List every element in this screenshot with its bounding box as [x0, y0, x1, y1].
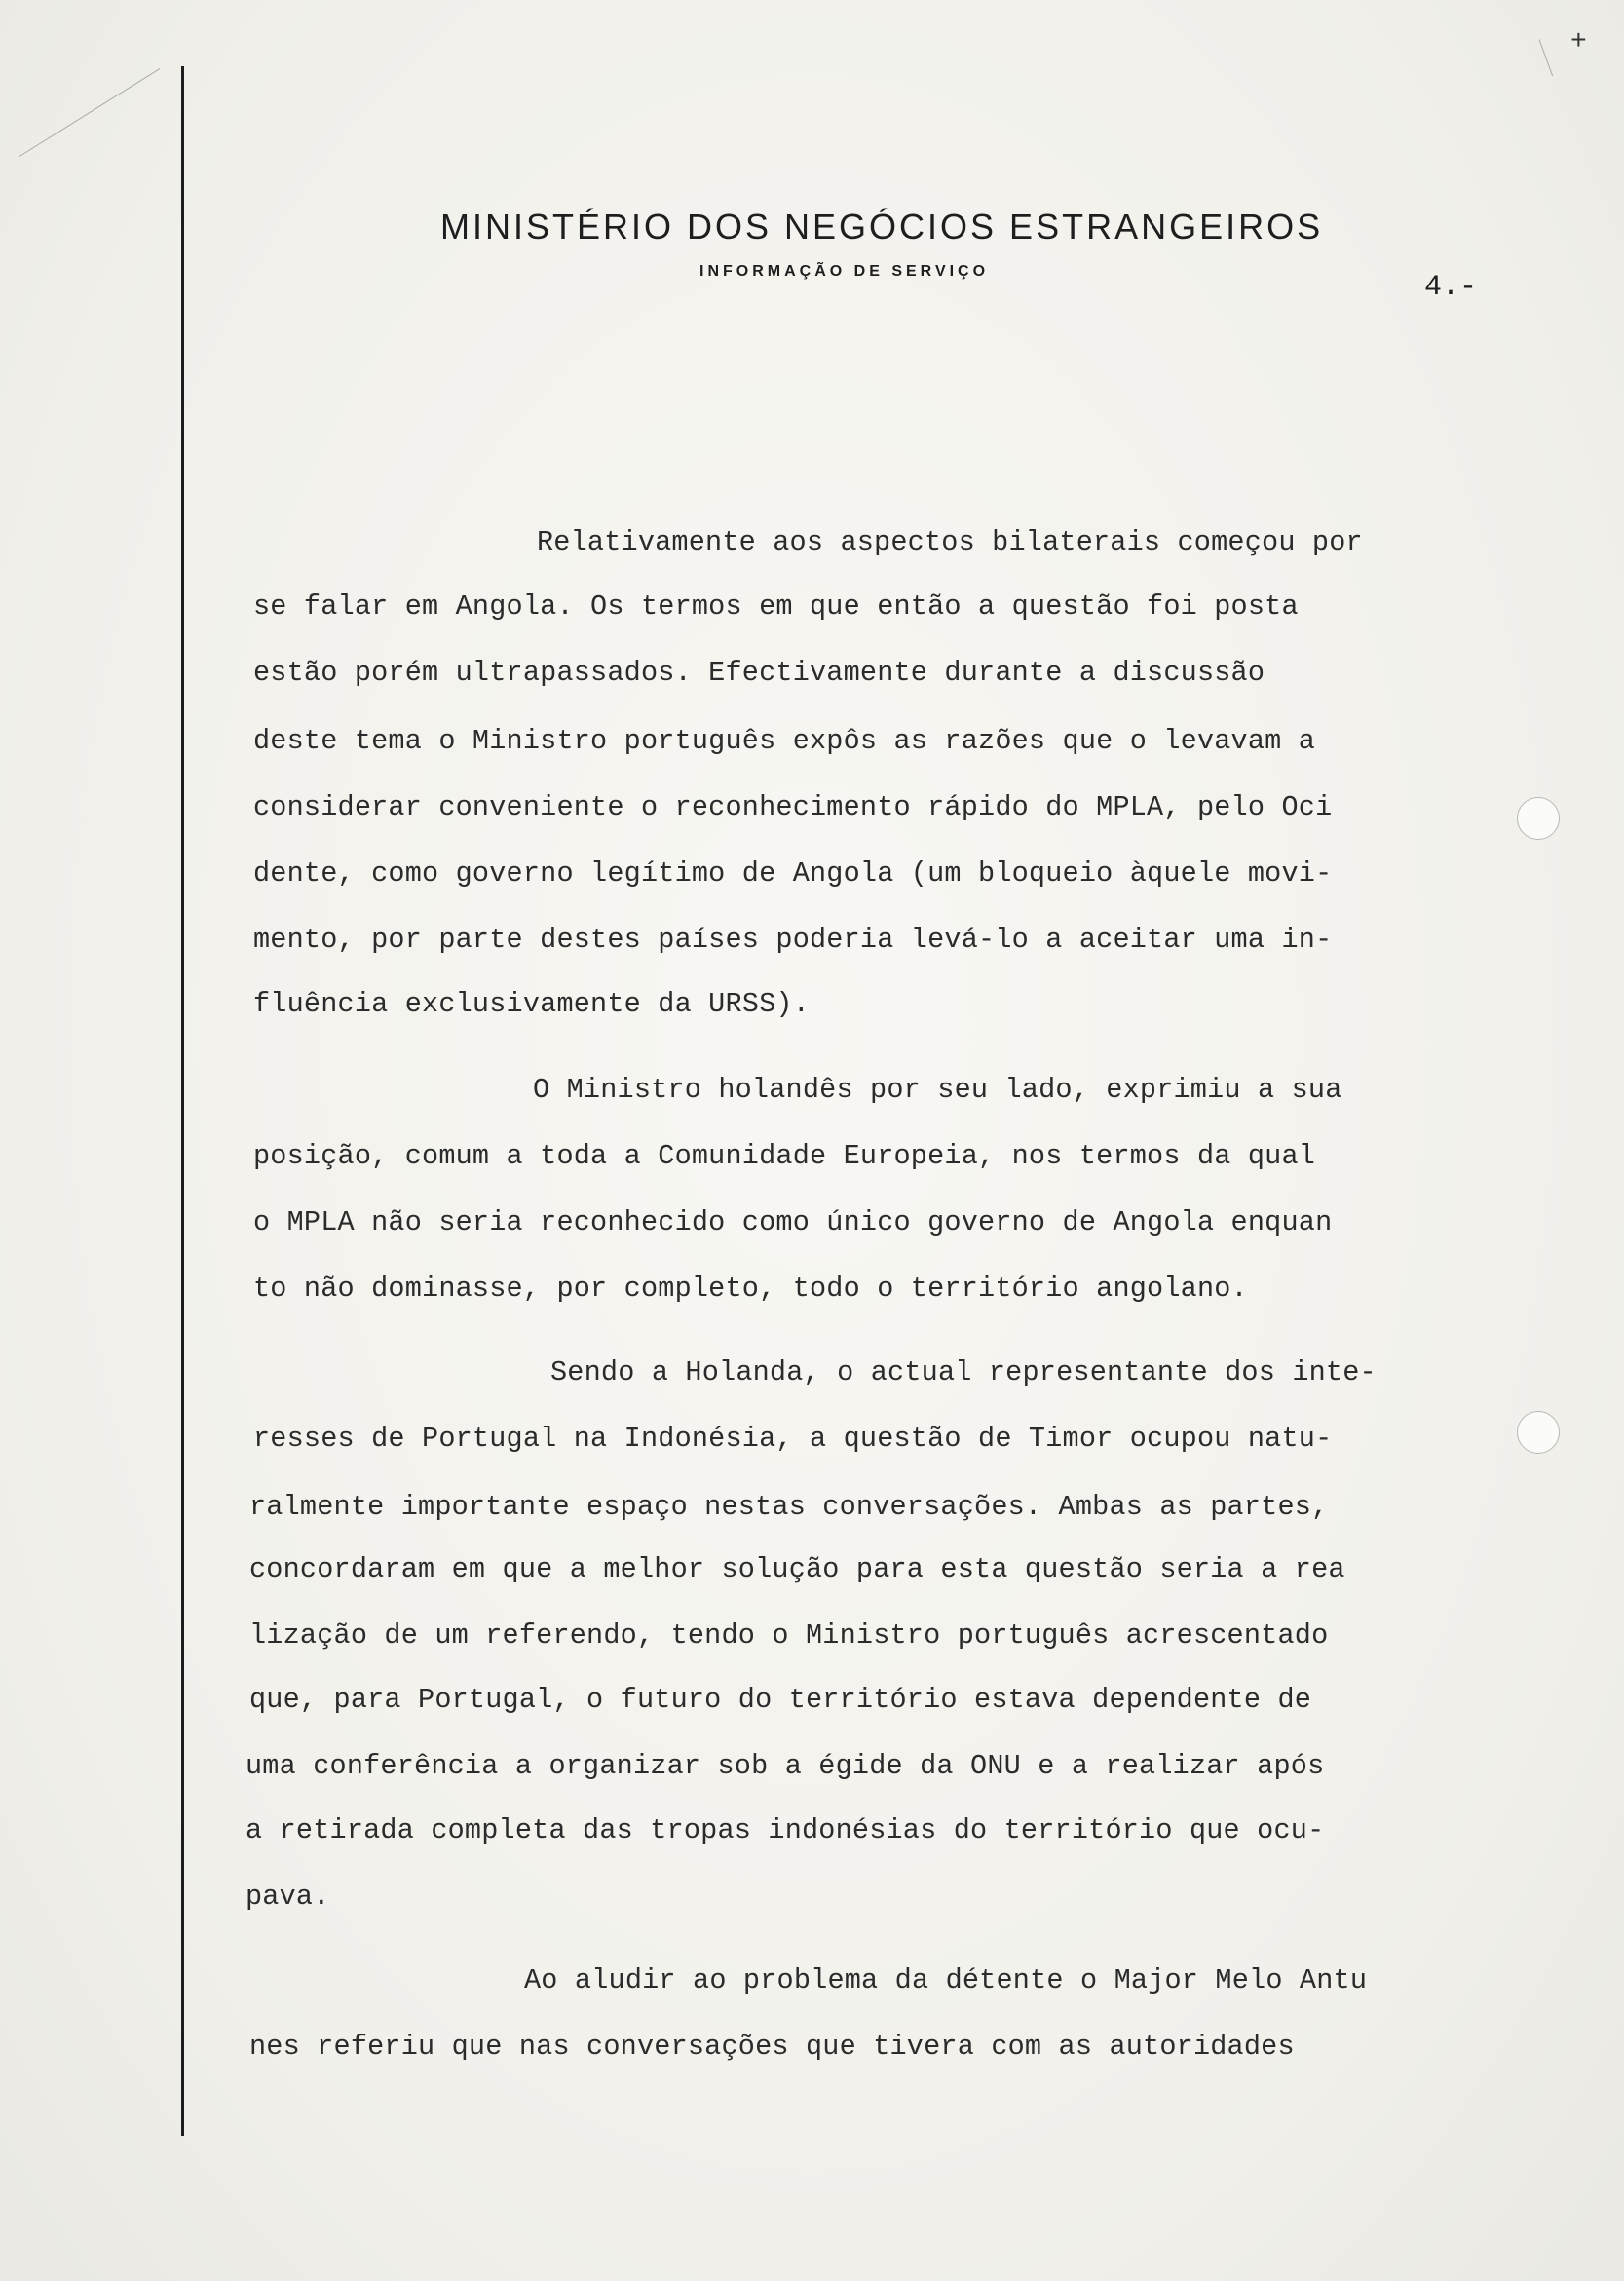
body-line: posição, comum a toda a Comunidade Europeia, nos termos da qual	[253, 1140, 1316, 1172]
corner-mark: +	[1570, 27, 1587, 57]
pen-scratch	[1539, 39, 1554, 76]
body-line: Relativamente aos aspectos bilaterais começou por	[537, 526, 1363, 558]
body-line: o MPLA não seria reconhecido como único governo de Angola enquan	[253, 1206, 1333, 1238]
body-line: nes referiu que nas conversações que tivera com as autoridades	[249, 2031, 1295, 2063]
body-line: considerar conveniente o reconhecimento rápido do MPLA, pelo Oci	[253, 791, 1333, 823]
body-line: Sendo a Holanda, o actual representante dos inte-	[550, 1356, 1377, 1388]
body-line: pava.	[245, 1881, 330, 1913]
body-line: que, para Portugal, o futuro do território estava dependente de	[249, 1684, 1312, 1716]
body-line: uma conferência a organizar sob a égide da ONU e a realizar após	[245, 1750, 1325, 1782]
body-line: a retirada completa das tropas indonésias do território que ocu-	[245, 1814, 1325, 1846]
body-line: dente, como governo legítimo de Angola (um bloqueio àquele movi-	[253, 857, 1333, 890]
body-line: lização de um referendo, tendo o Ministro português acrescentado	[249, 1619, 1329, 1652]
body-line: fluência exclusivamente da URSS).	[253, 988, 810, 1020]
body-line: mento, por parte destes países poderia levá-lo a aceitar uma in-	[253, 924, 1333, 956]
punch-hole-bottom	[1517, 1411, 1560, 1454]
letterhead-subtitle: INFORMAÇÃO DE SERVIÇO	[699, 263, 990, 280]
body-line: Ao aludir ao problema da détente o Major Melo Antu	[524, 1964, 1368, 1996]
body-line: estão porém ultrapassados. Efectivamente durante a discussão	[253, 657, 1265, 689]
body-line: to não dominasse, por completo, todo o território angolano.	[253, 1273, 1248, 1305]
body-line: deste tema o Ministro português expôs as razões que o levavam a	[253, 725, 1316, 757]
punch-hole-top	[1517, 797, 1560, 840]
page-number: 4.-	[1424, 271, 1478, 304]
body-line: ralmente importante espaço nestas conversações. Ambas as partes,	[249, 1491, 1329, 1523]
body-line: se falar em Angola. Os termos em que então a questão foi posta	[253, 590, 1299, 623]
body-line: O Ministro holandês por seu lado, exprimiu a sua	[533, 1074, 1342, 1106]
pen-scratch	[19, 68, 161, 157]
body-line: resses de Portugal na Indonésia, a questão de Timor ocupou natu-	[253, 1423, 1333, 1455]
left-margin-rule	[181, 66, 184, 2136]
ministry-letterhead: MINISTÉRIO DOS NEGÓCIOS ESTRANGEIROS	[440, 207, 1324, 247]
body-line: concordaram em que a melhor solução para esta questão seria a rea	[249, 1553, 1345, 1585]
